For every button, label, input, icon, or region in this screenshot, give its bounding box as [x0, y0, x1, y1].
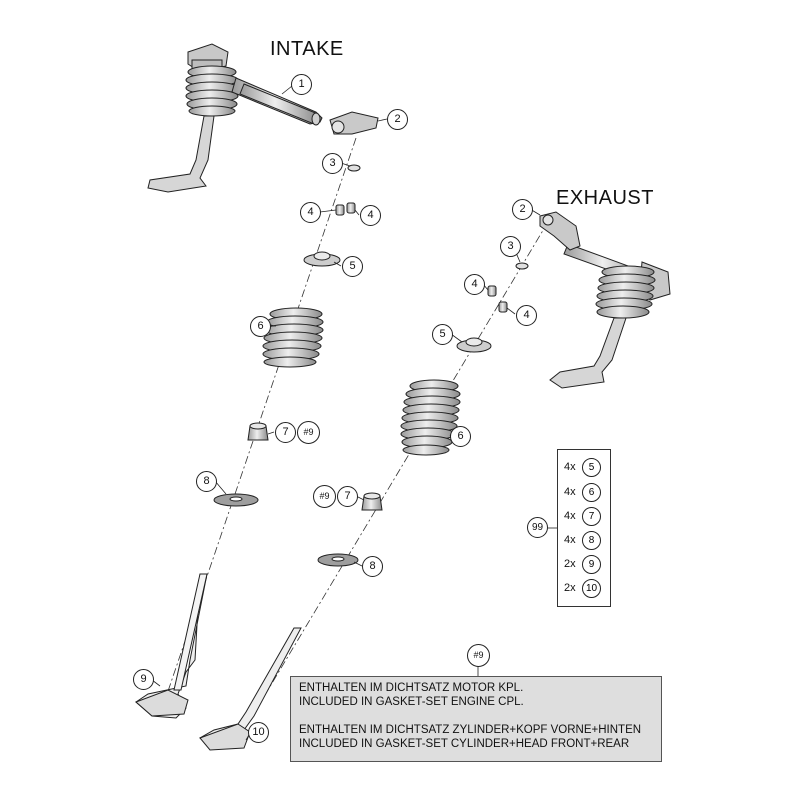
callout-ref-9-exhaust: #9 — [313, 485, 336, 508]
part-4-valve-keepers-exhaust — [488, 286, 507, 312]
note-line: INCLUDED IN GASKET-SET ENGINE CPL. — [299, 696, 524, 708]
intake-valve-assembly-reference — [148, 44, 322, 192]
qty-value: 2x — [564, 582, 576, 594]
part-8-spring-seat-exhaust — [318, 554, 358, 566]
qty-part-callout: 10 — [582, 579, 601, 598]
part-6-valve-spring-intake — [263, 308, 323, 367]
part-7-stem-seal-intake — [248, 423, 268, 440]
qty-row — [564, 530, 601, 550]
callout-kit-99: 99 — [527, 517, 548, 538]
part-9-intake-valve — [136, 574, 207, 718]
callout-part-7-intake: 7 — [275, 422, 296, 443]
qty-row — [564, 554, 601, 574]
callout-part-1: 1 — [291, 74, 312, 95]
part-5-spring-retainer-intake — [304, 252, 340, 266]
part-2-rocker-arm-intake — [330, 112, 378, 134]
qty-part-callout: 9 — [582, 555, 601, 574]
part-6-valve-spring-exhaust — [401, 380, 460, 455]
callout-part-3-exhaust: 3 — [500, 236, 521, 257]
exhaust-title: EXHAUST — [556, 187, 654, 209]
callout-part-4b-exhaust: 4 — [516, 305, 537, 326]
callout-part-8-exhaust: 8 — [362, 556, 383, 577]
callout-part-2-intake: 2 — [387, 109, 408, 130]
part-3-shim-exhaust — [516, 263, 528, 269]
callout-part-5-exhaust: 5 — [432, 324, 453, 345]
part-5-spring-retainer-exhaust — [457, 338, 491, 352]
callout-note-ref-9: #9 — [467, 644, 490, 667]
qty-value: 4x — [564, 534, 576, 546]
gasket-set-note — [290, 676, 662, 762]
qty-row — [564, 457, 601, 477]
part-7-stem-seal-exhaust — [362, 493, 382, 510]
callout-part-4b-intake: 4 — [360, 205, 381, 226]
kit-quantity-table — [557, 449, 611, 607]
qty-value: 4x — [564, 461, 576, 473]
exhaust-axis-line — [235, 222, 548, 745]
callout-part-6-intake: 6 — [250, 316, 271, 337]
callout-part-2-exhaust: 2 — [512, 199, 533, 220]
qty-value: 4x — [564, 486, 576, 498]
note-spacer — [299, 709, 653, 723]
part-8-spring-seat-intake — [214, 494, 258, 506]
note-line: INCLUDED IN GASKET-SET CYLINDER+HEAD FRONT+REAR — [299, 738, 630, 750]
note-line: ENTHALTEN IM DICHTSATZ ZYLINDER+KOPF VORNE+HINTEN — [299, 724, 642, 736]
exhaust-valve-assembly-reference — [550, 244, 670, 388]
callout-part-5-intake: 5 — [342, 256, 363, 277]
qty-row — [564, 506, 601, 526]
qty-row — [564, 578, 601, 598]
callout-part-7-exhaust: 7 — [337, 486, 358, 507]
part-2-rocker-arm-exhaust — [540, 212, 580, 250]
qty-part-callout: 8 — [582, 531, 601, 550]
qty-part-callout: 5 — [582, 458, 601, 477]
callout-part-9: 9 — [133, 669, 154, 690]
qty-part-callout: 6 — [582, 483, 601, 502]
callout-part-6-exhaust: 6 — [450, 426, 471, 447]
note-line: ENTHALTEN IM DICHTSATZ MOTOR KPL. — [299, 682, 524, 694]
intake-title: INTAKE — [270, 38, 344, 60]
qty-value: 4x — [564, 510, 576, 522]
callout-part-4a-intake: 4 — [300, 202, 321, 223]
callout-part-4a-exhaust: 4 — [464, 274, 485, 295]
callout-part-10: 10 — [248, 722, 269, 743]
callout-ref-9-intake: #9 — [297, 421, 320, 444]
leader-lines — [152, 86, 557, 740]
callout-part-3-intake: 3 — [322, 153, 343, 174]
qty-part-callout: 7 — [582, 507, 601, 526]
part-4-valve-keepers-intake — [336, 203, 355, 215]
qty-value: 2x — [564, 558, 576, 570]
callout-part-8-intake: 8 — [196, 471, 217, 492]
qty-row — [564, 482, 601, 502]
